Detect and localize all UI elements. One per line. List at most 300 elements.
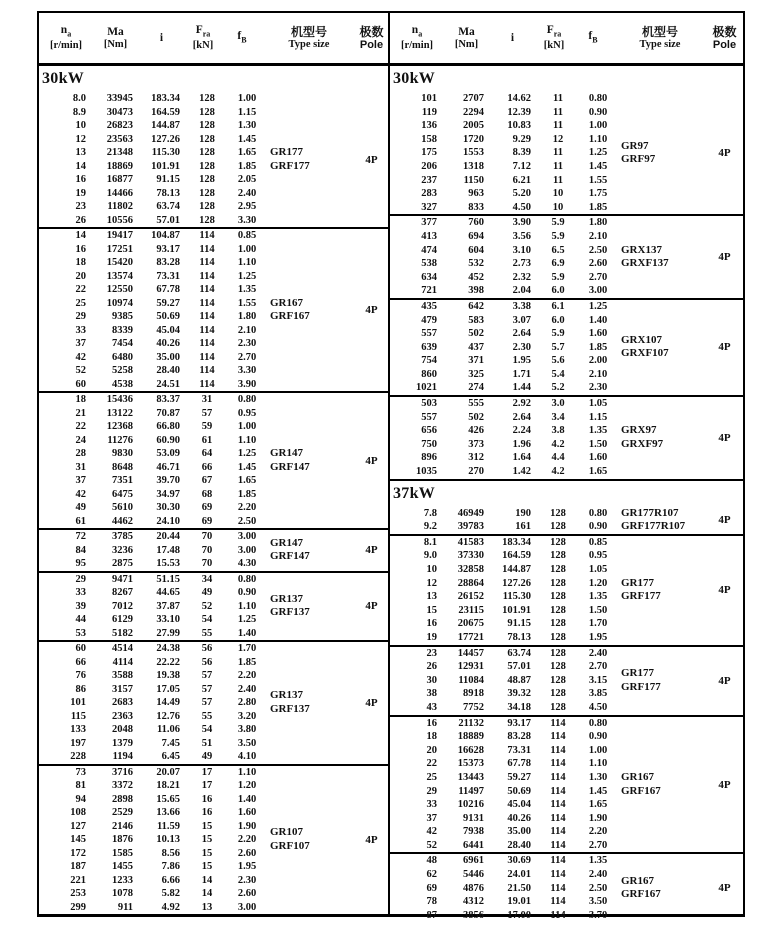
- cell-i: 14.49: [156, 697, 180, 708]
- cell-i: 3.10: [512, 244, 531, 256]
- cell-fb: 1.85: [237, 656, 257, 668]
- cell-fb: 0.80: [588, 507, 608, 519]
- cell-i: 33.10: [156, 614, 180, 625]
- cell-i: 127.26: [151, 133, 180, 145]
- cell-fb: 1.25: [588, 147, 608, 159]
- cell-i: 91.15: [156, 174, 180, 185]
- cell-fra: 128: [550, 604, 566, 616]
- cell-i: 59.27: [156, 297, 180, 309]
- cell-na: 10: [426, 564, 437, 575]
- col-header-service-factor: [221, 13, 263, 63]
- cell-ma: 270: [468, 466, 484, 478]
- cell-ma: 426: [468, 425, 484, 437]
- pole-label: 4P: [718, 431, 731, 444]
- cell-ma: 373: [468, 438, 484, 450]
- cell-na: 474: [421, 244, 437, 256]
- cell-i: 2.64: [512, 411, 531, 423]
- cell-i: 48.87: [507, 674, 531, 686]
- cell-i: 46.71: [156, 461, 180, 473]
- cell-ma: 911: [117, 901, 133, 913]
- cell-fra: 114: [550, 839, 566, 851]
- cell-fb: 0.90: [588, 731, 608, 743]
- col-header-pole-cn: 极数: [712, 24, 737, 39]
- cell-na: 896: [421, 452, 437, 464]
- cell-ma: 21132: [458, 717, 484, 729]
- cell-i: 34.18: [507, 701, 531, 713]
- col-header-radial-force-symbol: $F_{ra}$: [195, 23, 211, 39]
- cell-fb: 1.65: [588, 799, 608, 811]
- cell-i: 73.31: [156, 270, 180, 282]
- cell-i: 2.30: [512, 341, 531, 353]
- type-size-label: GR97 GRF97: [621, 139, 656, 166]
- cell-fb: 1.70: [237, 643, 257, 654]
- cell-na: 538: [421, 258, 437, 270]
- cell-fra: 64: [201, 448, 213, 459]
- cell-ma: 28864: [457, 577, 484, 589]
- cell-i: 1.44: [512, 382, 531, 394]
- cell-i: 22.22: [156, 656, 180, 668]
- cell-i: 24.10: [156, 515, 180, 527]
- cell-i: 12.76: [156, 710, 180, 722]
- cell-fb: 1.20: [588, 577, 608, 589]
- cell-na: 25: [75, 297, 86, 309]
- cell-i: 20.44: [156, 531, 180, 542]
- cell-fb: 1.70: [588, 618, 608, 630]
- cell-fb: 3.00: [237, 901, 257, 913]
- cell-ma: 555: [468, 398, 484, 410]
- cell-fra: 114: [199, 365, 215, 376]
- cell-fra: 114: [199, 284, 215, 295]
- cell-ma: 833: [468, 201, 484, 213]
- cell-fb: 0.80: [588, 717, 608, 729]
- cell-fb: 2.60: [237, 847, 257, 859]
- cell-i: 57.01: [156, 214, 180, 226]
- cell-na: 18: [75, 257, 86, 268]
- cell-i: 63.74: [156, 201, 180, 212]
- col-header-ratio: [138, 13, 185, 63]
- cell-fb: 3.50: [588, 896, 608, 908]
- cell-ma: 437: [468, 341, 484, 353]
- cell-fb: 2.40: [237, 683, 257, 695]
- cell-fb: 1.00: [237, 421, 257, 432]
- cell-i: 5.20: [512, 188, 531, 200]
- cell-fra: 128: [550, 536, 566, 548]
- cell-fb: 1.85: [588, 341, 608, 353]
- cell-fb: 2.10: [237, 324, 257, 336]
- cell-fra: 4.4: [551, 452, 565, 464]
- cell-ma: 6441: [463, 839, 484, 851]
- cell-na: 9.2: [423, 521, 437, 533]
- type-size-label: GR167 GRF167: [621, 874, 661, 901]
- pole-label: 4P: [718, 514, 731, 527]
- spec-group: [39, 530, 388, 573]
- pole-label: 4P: [365, 833, 378, 846]
- type-size-label: GR177 GRF177: [621, 667, 661, 693]
- cell-ma: 32858: [457, 564, 484, 575]
- cell-fb: 1.00: [237, 243, 257, 255]
- cell-fra: 10: [552, 201, 564, 213]
- cell-na: 750: [421, 438, 437, 450]
- cell-i: 34.97: [156, 488, 180, 500]
- cell-na: 33: [75, 587, 86, 598]
- cell-na: 20: [75, 270, 86, 282]
- cell-na: 206: [421, 160, 437, 172]
- cell-ma: 26823: [106, 120, 133, 131]
- cell-ma: 2707: [463, 93, 484, 104]
- cell-fb: 1.30: [237, 120, 257, 131]
- cell-fb: 3.80: [237, 724, 257, 735]
- cell-i: 39.70: [156, 475, 180, 486]
- cell-ma: 19417: [106, 230, 133, 241]
- cell-fra: 128: [550, 688, 566, 700]
- cell-fra: 59: [201, 421, 213, 432]
- cell-fb: 2.70: [237, 351, 257, 363]
- cell-fra: 12: [552, 133, 564, 145]
- power-heading: 30kW: [393, 70, 436, 87]
- col-header-type-size-en: Type size: [288, 38, 330, 50]
- cell-fra: 114: [550, 717, 566, 729]
- left-column-body: [39, 66, 388, 914]
- cell-ma: 4876: [463, 882, 484, 894]
- cell-i: 27.99: [156, 627, 180, 639]
- cell-na: 53: [75, 627, 86, 639]
- cell-fra: 54: [201, 614, 213, 625]
- cell-i: 83.28: [156, 257, 180, 268]
- cell-i: 101.91: [502, 604, 531, 616]
- cell-na: 221: [70, 874, 86, 886]
- cell-fra: 114: [550, 771, 566, 783]
- cell-ma: 16628: [457, 744, 484, 756]
- cell-i: 17.48: [156, 544, 180, 556]
- col-header-type-size-cn: 机型号: [290, 24, 327, 39]
- cell-fb: 1.10: [237, 257, 257, 268]
- cell-i: 51.15: [156, 573, 180, 585]
- right-column: [388, 13, 743, 921]
- col-header-torque-unit: [Nm]: [103, 38, 128, 50]
- cell-ma: 12931: [457, 661, 484, 673]
- cell-ma: 1194: [112, 751, 133, 762]
- cell-na: 13: [426, 591, 437, 603]
- spec-group: [39, 766, 388, 915]
- cell-fb: 2.30: [237, 338, 257, 349]
- cell-ma: 502: [468, 411, 484, 423]
- cell-fb: 1.65: [588, 466, 608, 478]
- cell-i: 45.04: [156, 324, 180, 336]
- cell-na: 187: [70, 861, 86, 872]
- cell-i: 63.74: [507, 647, 531, 659]
- cell-na: 94: [75, 793, 86, 805]
- cell-ma: 1150: [463, 174, 484, 186]
- cell-i: 15.53: [156, 558, 180, 569]
- col-header-service-factor: [572, 13, 614, 63]
- cell-fb: 0.95: [588, 550, 608, 562]
- cell-fra: 66: [201, 461, 213, 473]
- type-size-label: GR147 GRF147: [270, 536, 310, 563]
- cell-i: 7.45: [161, 737, 180, 749]
- spec-group: [390, 647, 743, 717]
- cell-na: 42: [75, 351, 86, 363]
- cell-ma: 33945: [106, 93, 133, 104]
- cell-i: 2.64: [512, 328, 531, 340]
- cell-fb: 2.20: [588, 826, 608, 838]
- cell-na: 49: [75, 502, 86, 513]
- cell-fra: 67: [201, 475, 213, 486]
- cell-fra: 5.9: [551, 271, 565, 283]
- cell-i: 8.56: [161, 847, 180, 859]
- cell-fra: 114: [199, 257, 215, 268]
- cell-i: 83.28: [507, 731, 531, 743]
- cell-ma: 16877: [106, 174, 133, 185]
- cell-na: 37: [75, 475, 86, 486]
- col-header-torque-symbol: Ma: [107, 25, 124, 38]
- cell-na: 1021: [416, 382, 437, 394]
- cell-fra: 5.6: [551, 355, 565, 367]
- cell-i: 53.09: [156, 448, 180, 459]
- cell-ma: 325: [468, 368, 484, 380]
- cell-na: 38: [426, 688, 437, 700]
- cell-na: 16: [426, 618, 437, 630]
- cell-ma: 30473: [106, 106, 133, 118]
- col-header-speed-symbol: $n_a$: [411, 23, 423, 39]
- cell-fb: 4.10: [237, 751, 257, 762]
- cell-fra: 57: [201, 407, 213, 419]
- cell-na: 60: [75, 643, 86, 654]
- cell-na: 115: [70, 710, 86, 722]
- cell-fra: 69: [201, 515, 213, 527]
- cell-fra: 128: [550, 701, 566, 713]
- cell-fra: 128: [199, 93, 215, 104]
- spec-group: [39, 393, 388, 530]
- col-header-pole-en: Pole: [712, 38, 737, 51]
- cell-na: 16: [75, 174, 86, 185]
- cell-na: 8.0: [72, 93, 86, 104]
- cell-ma: 15436: [106, 394, 133, 405]
- cell-fra: 68: [201, 488, 213, 500]
- cell-ma: 2048: [112, 724, 133, 735]
- pole-label: 4P: [365, 544, 378, 557]
- cell-fb: 1.50: [588, 438, 608, 450]
- cell-fra: 128: [550, 674, 566, 686]
- col-header-pole-en: Pole: [359, 38, 384, 51]
- cell-fb: 2.30: [237, 874, 257, 886]
- type-size-label: GR177R107 GRF177R107: [621, 506, 686, 533]
- pole-label: 4P: [718, 147, 731, 160]
- cell-na: 19: [75, 187, 86, 199]
- cell-i: 1.96: [512, 438, 531, 450]
- cell-ma: 6961: [463, 855, 484, 867]
- cell-fb: 1.80: [237, 311, 257, 322]
- cell-ma: 4462: [112, 515, 133, 527]
- cell-i: 44.65: [156, 587, 180, 598]
- spec-group: [39, 229, 388, 393]
- cell-fra: 11: [553, 160, 563, 172]
- cell-fra: 5.7: [551, 341, 565, 353]
- cell-ma: 14457: [457, 647, 484, 659]
- type-size-label: GRX97 GRXF97: [621, 424, 664, 450]
- cell-fra: 128: [199, 187, 215, 199]
- type-size-label: GRX107 GRXF107: [621, 333, 669, 360]
- cell-i: 164.59: [151, 106, 180, 118]
- cell-na: 23: [426, 647, 437, 659]
- cell-i: 28.40: [507, 839, 531, 851]
- cell-ma: 11497: [458, 785, 484, 797]
- cell-fb: 2.95: [237, 201, 257, 212]
- cell-i: 4.92: [161, 901, 180, 913]
- cell-fb: 2.30: [588, 382, 608, 394]
- cell-fb: 2.50: [588, 882, 608, 894]
- cell-na: 29: [75, 573, 86, 585]
- cell-fra: 14: [201, 874, 213, 886]
- type-size-label: GR137 GRF137: [270, 592, 310, 619]
- cell-fb: 3.85: [588, 688, 608, 700]
- cell-fb: 1.10: [237, 600, 257, 612]
- cell-fb: 2.70: [588, 661, 608, 673]
- cell-fra: 128: [550, 521, 566, 533]
- cell-ma: 13122: [106, 407, 133, 419]
- cell-ma: 4538: [112, 378, 133, 390]
- col-header-radial-force-symbol: $F_{ra}$: [546, 23, 562, 39]
- cell-na: 754: [421, 355, 437, 367]
- cell-fra: 5.4: [551, 368, 565, 380]
- cell-fra: 114: [199, 243, 215, 255]
- spec-group: [390, 854, 743, 922]
- cell-ma: 532: [468, 258, 484, 270]
- cell-fra: 114: [550, 799, 566, 811]
- cell-fb: 3.90: [237, 378, 257, 390]
- cell-na: 69: [426, 882, 437, 894]
- cell-fb: 1.20: [237, 780, 257, 791]
- cell-ma: 41583: [457, 536, 484, 548]
- col-header-pole-cn: 极数: [359, 24, 384, 39]
- cell-ma: 5446: [463, 869, 484, 881]
- cell-na: 42: [426, 826, 437, 838]
- cell-fb: 1.55: [588, 174, 608, 186]
- col-header-ratio: [489, 13, 536, 63]
- cell-fb: 0.85: [237, 230, 257, 241]
- power-heading: 30kW: [42, 70, 85, 87]
- cell-fra: 16: [201, 807, 213, 818]
- col-header-type-size-cn: 机型号: [641, 24, 678, 39]
- spec-group: [39, 573, 388, 643]
- cell-fb: 1.85: [237, 160, 257, 172]
- cell-ma: 3157: [112, 683, 133, 695]
- cell-i: 24.38: [156, 643, 180, 654]
- cell-i: 17.05: [156, 683, 180, 695]
- cell-ma: 6480: [112, 351, 133, 363]
- cell-fb: 1.30: [588, 771, 608, 783]
- cell-ma: 1553: [463, 147, 484, 159]
- type-size-label: GR167 GRF167: [270, 296, 310, 322]
- cell-fra: 128: [550, 577, 566, 589]
- cell-fra: 6.1: [551, 300, 565, 312]
- cell-i: 12.39: [507, 106, 531, 118]
- cell-fra: 114: [550, 855, 566, 867]
- cell-i: 2.92: [512, 398, 531, 410]
- cell-fra: 3.8: [551, 425, 565, 437]
- cell-fb: 2.05: [237, 174, 257, 185]
- cell-i: 1.71: [512, 368, 531, 380]
- cell-i: 2.32: [512, 271, 531, 283]
- cell-i: 17.00: [507, 909, 531, 921]
- cell-fb: 1.45: [588, 160, 608, 172]
- spec-group: [390, 536, 743, 647]
- cell-fb: 1.15: [237, 106, 257, 118]
- cell-i: 8.39: [512, 147, 531, 159]
- cell-na: 145: [70, 834, 86, 845]
- cell-na: 8.1: [423, 536, 437, 548]
- cell-fb: 1.40: [237, 627, 257, 639]
- cell-na: 12: [426, 577, 437, 589]
- cell-fb: 2.70: [588, 839, 608, 851]
- cell-fb: 1.90: [588, 812, 608, 824]
- power-heading: 37kW: [393, 484, 436, 502]
- cell-ma: 8339: [112, 324, 133, 336]
- cell-ma: 8918: [463, 688, 484, 700]
- cell-fb: 2.40: [237, 187, 257, 199]
- cell-fb: 1.45: [237, 133, 257, 145]
- cell-na: 21: [75, 407, 86, 419]
- cell-fb: 3.30: [237, 365, 257, 376]
- cell-i: 3.07: [512, 314, 531, 326]
- cell-i: 11.59: [156, 820, 180, 832]
- cell-ma: 398: [468, 285, 484, 297]
- spec-group: [390, 717, 743, 855]
- cell-fb: 0.85: [588, 536, 608, 548]
- cell-i: 3.90: [512, 217, 531, 229]
- cell-i: 21.50: [507, 882, 531, 894]
- cell-fra: 11: [553, 174, 563, 186]
- cell-i: 7.12: [512, 160, 531, 172]
- cell-ma: 1876: [112, 834, 133, 845]
- cell-fra: 114: [550, 882, 566, 894]
- cell-i: 24.01: [507, 869, 531, 881]
- cell-na: 20: [426, 744, 437, 756]
- cell-na: 72: [75, 531, 86, 542]
- cell-fra: 128: [199, 120, 215, 131]
- cell-ma: 2683: [112, 697, 133, 708]
- cell-ma: 8267: [112, 587, 133, 598]
- cell-i: 35.00: [156, 351, 180, 363]
- cell-na: 13: [75, 147, 86, 158]
- cell-i: 115.30: [502, 591, 531, 603]
- cell-i: 39.32: [507, 688, 531, 700]
- cell-ma: 10556: [106, 214, 133, 226]
- cell-fb: 2.20: [237, 670, 257, 681]
- cell-fb: 1.40: [588, 314, 608, 326]
- cell-fra: 5.2: [551, 382, 565, 394]
- cell-fra: 114: [199, 230, 215, 241]
- cell-fra: 128: [550, 507, 566, 519]
- cell-na: 413: [421, 230, 437, 242]
- cell-ma: 7012: [112, 600, 133, 612]
- cell-na: 237: [421, 174, 437, 186]
- cell-i: 183.34: [151, 93, 180, 104]
- cell-fb: 3.30: [237, 214, 257, 226]
- cell-na: 16: [426, 717, 437, 729]
- cell-fb: 1.05: [588, 564, 608, 575]
- cell-fb: 1.60: [237, 807, 257, 818]
- cell-na: 299: [70, 901, 86, 913]
- pole-label: 4P: [718, 341, 731, 354]
- cell-fra: 15: [201, 820, 213, 832]
- cell-na: 175: [421, 147, 437, 159]
- cell-fra: 52: [201, 600, 213, 612]
- col-header-speed: [390, 13, 444, 63]
- type-size-label: GR137 GRF137: [270, 689, 310, 715]
- cell-fb: 1.90: [237, 820, 257, 832]
- cell-fb: 1.95: [237, 861, 257, 872]
- col-header-radial-force-unit: [kN]: [543, 40, 565, 52]
